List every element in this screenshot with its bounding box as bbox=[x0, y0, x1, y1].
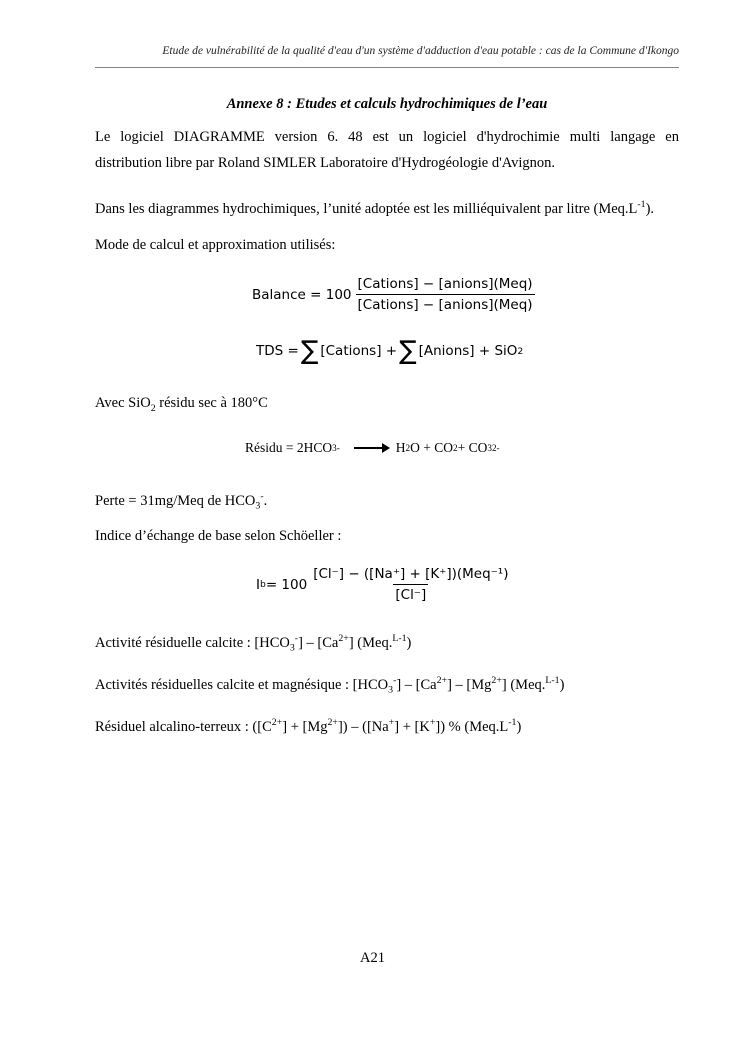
acm-unit-sup: L-1 bbox=[545, 675, 560, 686]
ac-mid: ] – [Ca bbox=[298, 634, 339, 651]
perte-post: . bbox=[263, 492, 268, 509]
ac-pre: Activité résiduelle calcite : [HCO bbox=[95, 634, 290, 651]
res-mid2: ]) – ([Na bbox=[337, 718, 389, 735]
paragraph-activite-calcite bbox=[95, 626, 679, 662]
ib-numerator: [Cl⁻] − ([Na⁺] + [K⁺])(Meq⁻¹) bbox=[313, 566, 509, 582]
ib-sub: b bbox=[259, 579, 266, 590]
balance-denominator: [Cations] − [anions](Meq) bbox=[356, 294, 535, 313]
res-end: ) bbox=[516, 718, 522, 735]
sio2-pre: Avec SiO bbox=[95, 395, 151, 411]
acm-mg-sup: 2+ bbox=[491, 675, 502, 686]
page-number: A21 bbox=[360, 950, 385, 966]
residu-co2-sub: 2 bbox=[453, 443, 458, 453]
residu-lhs-sup: - bbox=[336, 443, 340, 453]
residu-co3-sup: 2- bbox=[491, 443, 500, 453]
paragraph-sio2 bbox=[95, 390, 679, 422]
balance-fraction bbox=[356, 276, 535, 313]
residu-lhs: Résidu = 2HCO bbox=[245, 440, 333, 455]
res-mid: ] + [Mg bbox=[282, 718, 328, 735]
paragraph-activites-calcite-mg bbox=[95, 668, 679, 704]
paragraph-method: Mode de calcul et approximation utilisés: bbox=[95, 237, 336, 253]
tds-term-cations: [Cations] + bbox=[320, 343, 398, 359]
ac-sup: - bbox=[294, 633, 299, 644]
annex-title: Annexe 8 : Etudes et calculs hydrochimiques de l’eau bbox=[226, 96, 548, 112]
ac-sub: 3 bbox=[289, 642, 295, 654]
paragraph-perte bbox=[95, 484, 679, 520]
paragraph-indice: Indice d’échange de base selon Schöeller : bbox=[95, 528, 342, 544]
residu-lhs-sub: 3 bbox=[332, 443, 337, 453]
sum-symbol-2: ∑ bbox=[399, 336, 417, 366]
ib-lhs: I bbox=[256, 576, 260, 593]
tds-equation bbox=[256, 338, 523, 364]
residu-reaction bbox=[245, 440, 500, 456]
paragraph-intro-line2: distribution libre par Roland SIMLER Laboratoire d'Hydrogéologie d'Avignon. bbox=[95, 155, 556, 171]
residu-h-sub: 2 bbox=[405, 443, 411, 453]
res-na-sup: + bbox=[388, 717, 395, 728]
acm-mid: ] – [Ca bbox=[396, 676, 437, 693]
reaction-arrow-icon bbox=[354, 447, 388, 449]
units-sup: -1 bbox=[637, 199, 646, 210]
ac-ca-sup: 2+ bbox=[338, 633, 349, 644]
ac-end: ) bbox=[406, 634, 412, 651]
perte-sup: - bbox=[260, 491, 264, 502]
balance-equation bbox=[252, 276, 535, 313]
ac-unit-sup: L-1 bbox=[392, 633, 407, 644]
residu-co3-sub: 3 bbox=[487, 443, 492, 453]
res-mg-sup: 2+ bbox=[327, 717, 338, 728]
ib-equation bbox=[256, 566, 510, 603]
paragraph-residuel bbox=[95, 710, 679, 740]
perte-pre: Perte = 31mg/Meq de HCO bbox=[95, 492, 256, 509]
tds-sio2-sub: 2 bbox=[517, 345, 524, 357]
res-unit-sup: -1 bbox=[508, 717, 517, 728]
header-rule bbox=[95, 67, 679, 68]
ac-unit: ] (Meq. bbox=[348, 634, 393, 651]
sio2-sub: 2 bbox=[150, 402, 156, 414]
ib-fraction bbox=[311, 566, 510, 603]
res-unit: ]) % (Meq.L bbox=[435, 718, 509, 735]
acm-pre: Activités résiduelles calcite et magnésique : [HCO bbox=[95, 676, 389, 693]
acm-end: ) bbox=[559, 676, 565, 693]
perte-sub: 3 bbox=[255, 500, 261, 512]
tds-lhs: TDS = bbox=[256, 343, 299, 359]
residu-h: H bbox=[395, 440, 406, 455]
units-text: Dans les diagrammes hydrochimiques, l’unité adoptée est les milliéquivalent par litre (Meq.L bbox=[95, 200, 638, 217]
res-pre: Résiduel alcalino-terreux : ([C bbox=[95, 718, 272, 735]
res-mid3: ] + [K bbox=[394, 718, 430, 735]
res-c-sup: 2+ bbox=[271, 717, 283, 728]
paragraph-units bbox=[95, 192, 679, 222]
paragraph-intro-line1: Le logiciel DIAGRAMME version 6. 48 est un logiciel d'hydrochimie multi langage en bbox=[95, 129, 679, 145]
acm-sup: - bbox=[393, 675, 397, 686]
sum-symbol: ∑ bbox=[300, 336, 319, 366]
sio2-post: résidu sec à 180°C bbox=[155, 395, 268, 411]
units-end: ). bbox=[645, 200, 655, 217]
balance-lhs: Balance = 100 bbox=[252, 286, 352, 303]
ib-lhs-post: = 100 bbox=[265, 576, 308, 593]
acm-sub: 3 bbox=[388, 684, 394, 696]
residu-plus-co: + CO bbox=[457, 440, 488, 455]
acm-ca-sup: 2+ bbox=[436, 675, 448, 686]
acm-unit: ] (Meq. bbox=[501, 676, 546, 693]
ib-denominator: [Cl⁻] bbox=[393, 584, 428, 603]
res-k-sup: + bbox=[429, 717, 436, 728]
balance-numerator: [Cations] − [anions](Meq) bbox=[357, 276, 533, 292]
residu-oco: O + CO bbox=[410, 440, 453, 455]
tds-term-anions: [Anions] + SiO bbox=[418, 343, 518, 359]
running-header: Etude de vulnérabilité de la qualité d'eau d'un système d'adduction d'eau potable : cas de la Commune d'Ikongo bbox=[162, 45, 679, 57]
acm-mid2: ] – [Mg bbox=[447, 676, 492, 693]
